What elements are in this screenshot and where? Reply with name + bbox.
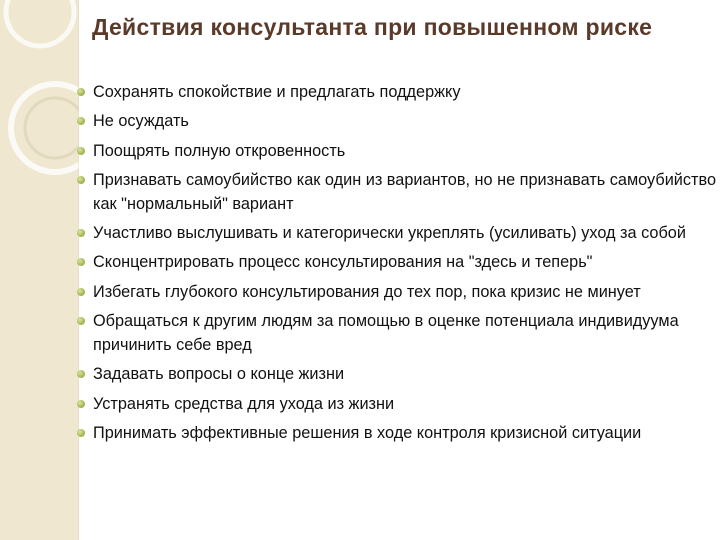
list-item — [0, 421, 720, 445]
list-item-text: Избегать глубокого консультирования до тех пор, пока кризис не минует — [93, 282, 641, 301]
list-item — [0, 309, 720, 357]
list-item — [0, 392, 720, 416]
bullet-list — [0, 80, 720, 450]
bullet-icon — [77, 429, 85, 437]
list-item-text: Участливо выслушивать и категорически укреплять (усиливать) уход за собой — [93, 224, 686, 243]
list-item-text: Признавать самоубийство как один из вариантов, но не признавать самоубийство как "нормальный" вариант — [93, 170, 717, 213]
bullet-icon — [77, 88, 85, 96]
list-item-text: Сохранять спокойствие и предлагать поддержку — [93, 83, 461, 101]
bullet-icon — [77, 288, 85, 296]
list-item — [0, 221, 720, 245]
bullet-icon — [77, 176, 85, 184]
list-item — [0, 80, 720, 104]
bullet-icon — [77, 400, 85, 408]
list-item — [0, 109, 720, 133]
bullet-icon — [77, 147, 85, 155]
list-item-text: Поощрять полную откровенность — [93, 141, 346, 160]
bullet-icon — [77, 117, 85, 125]
list-item — [0, 280, 720, 304]
list-item-text: Обращаться к другим людям за помощью в оценке потенциала индивидуума причинить себе вред — [93, 312, 679, 355]
list-item-text: Принимать эффективные решения в ходе контроля кризисной ситуации — [93, 423, 642, 442]
list-item-text: Сконцентрировать процесс консультирования на "здесь и теперь" — [93, 253, 593, 272]
list-item — [0, 250, 720, 274]
list-item-text: Не осуждать — [93, 112, 189, 131]
bullet-icon — [77, 258, 85, 266]
list-item — [0, 362, 720, 386]
slide-title: Действия консультанта при повышенном риске — [92, 14, 653, 40]
list-item — [0, 139, 720, 163]
list-item — [0, 168, 720, 216]
list-item-text: Устранять средства для ухода из жизни — [93, 394, 395, 413]
bullet-icon — [77, 317, 85, 325]
bullet-icon — [77, 370, 85, 378]
bullet-icon — [77, 229, 85, 237]
list-item-text: Задавать вопросы о конце жизни — [93, 365, 345, 384]
